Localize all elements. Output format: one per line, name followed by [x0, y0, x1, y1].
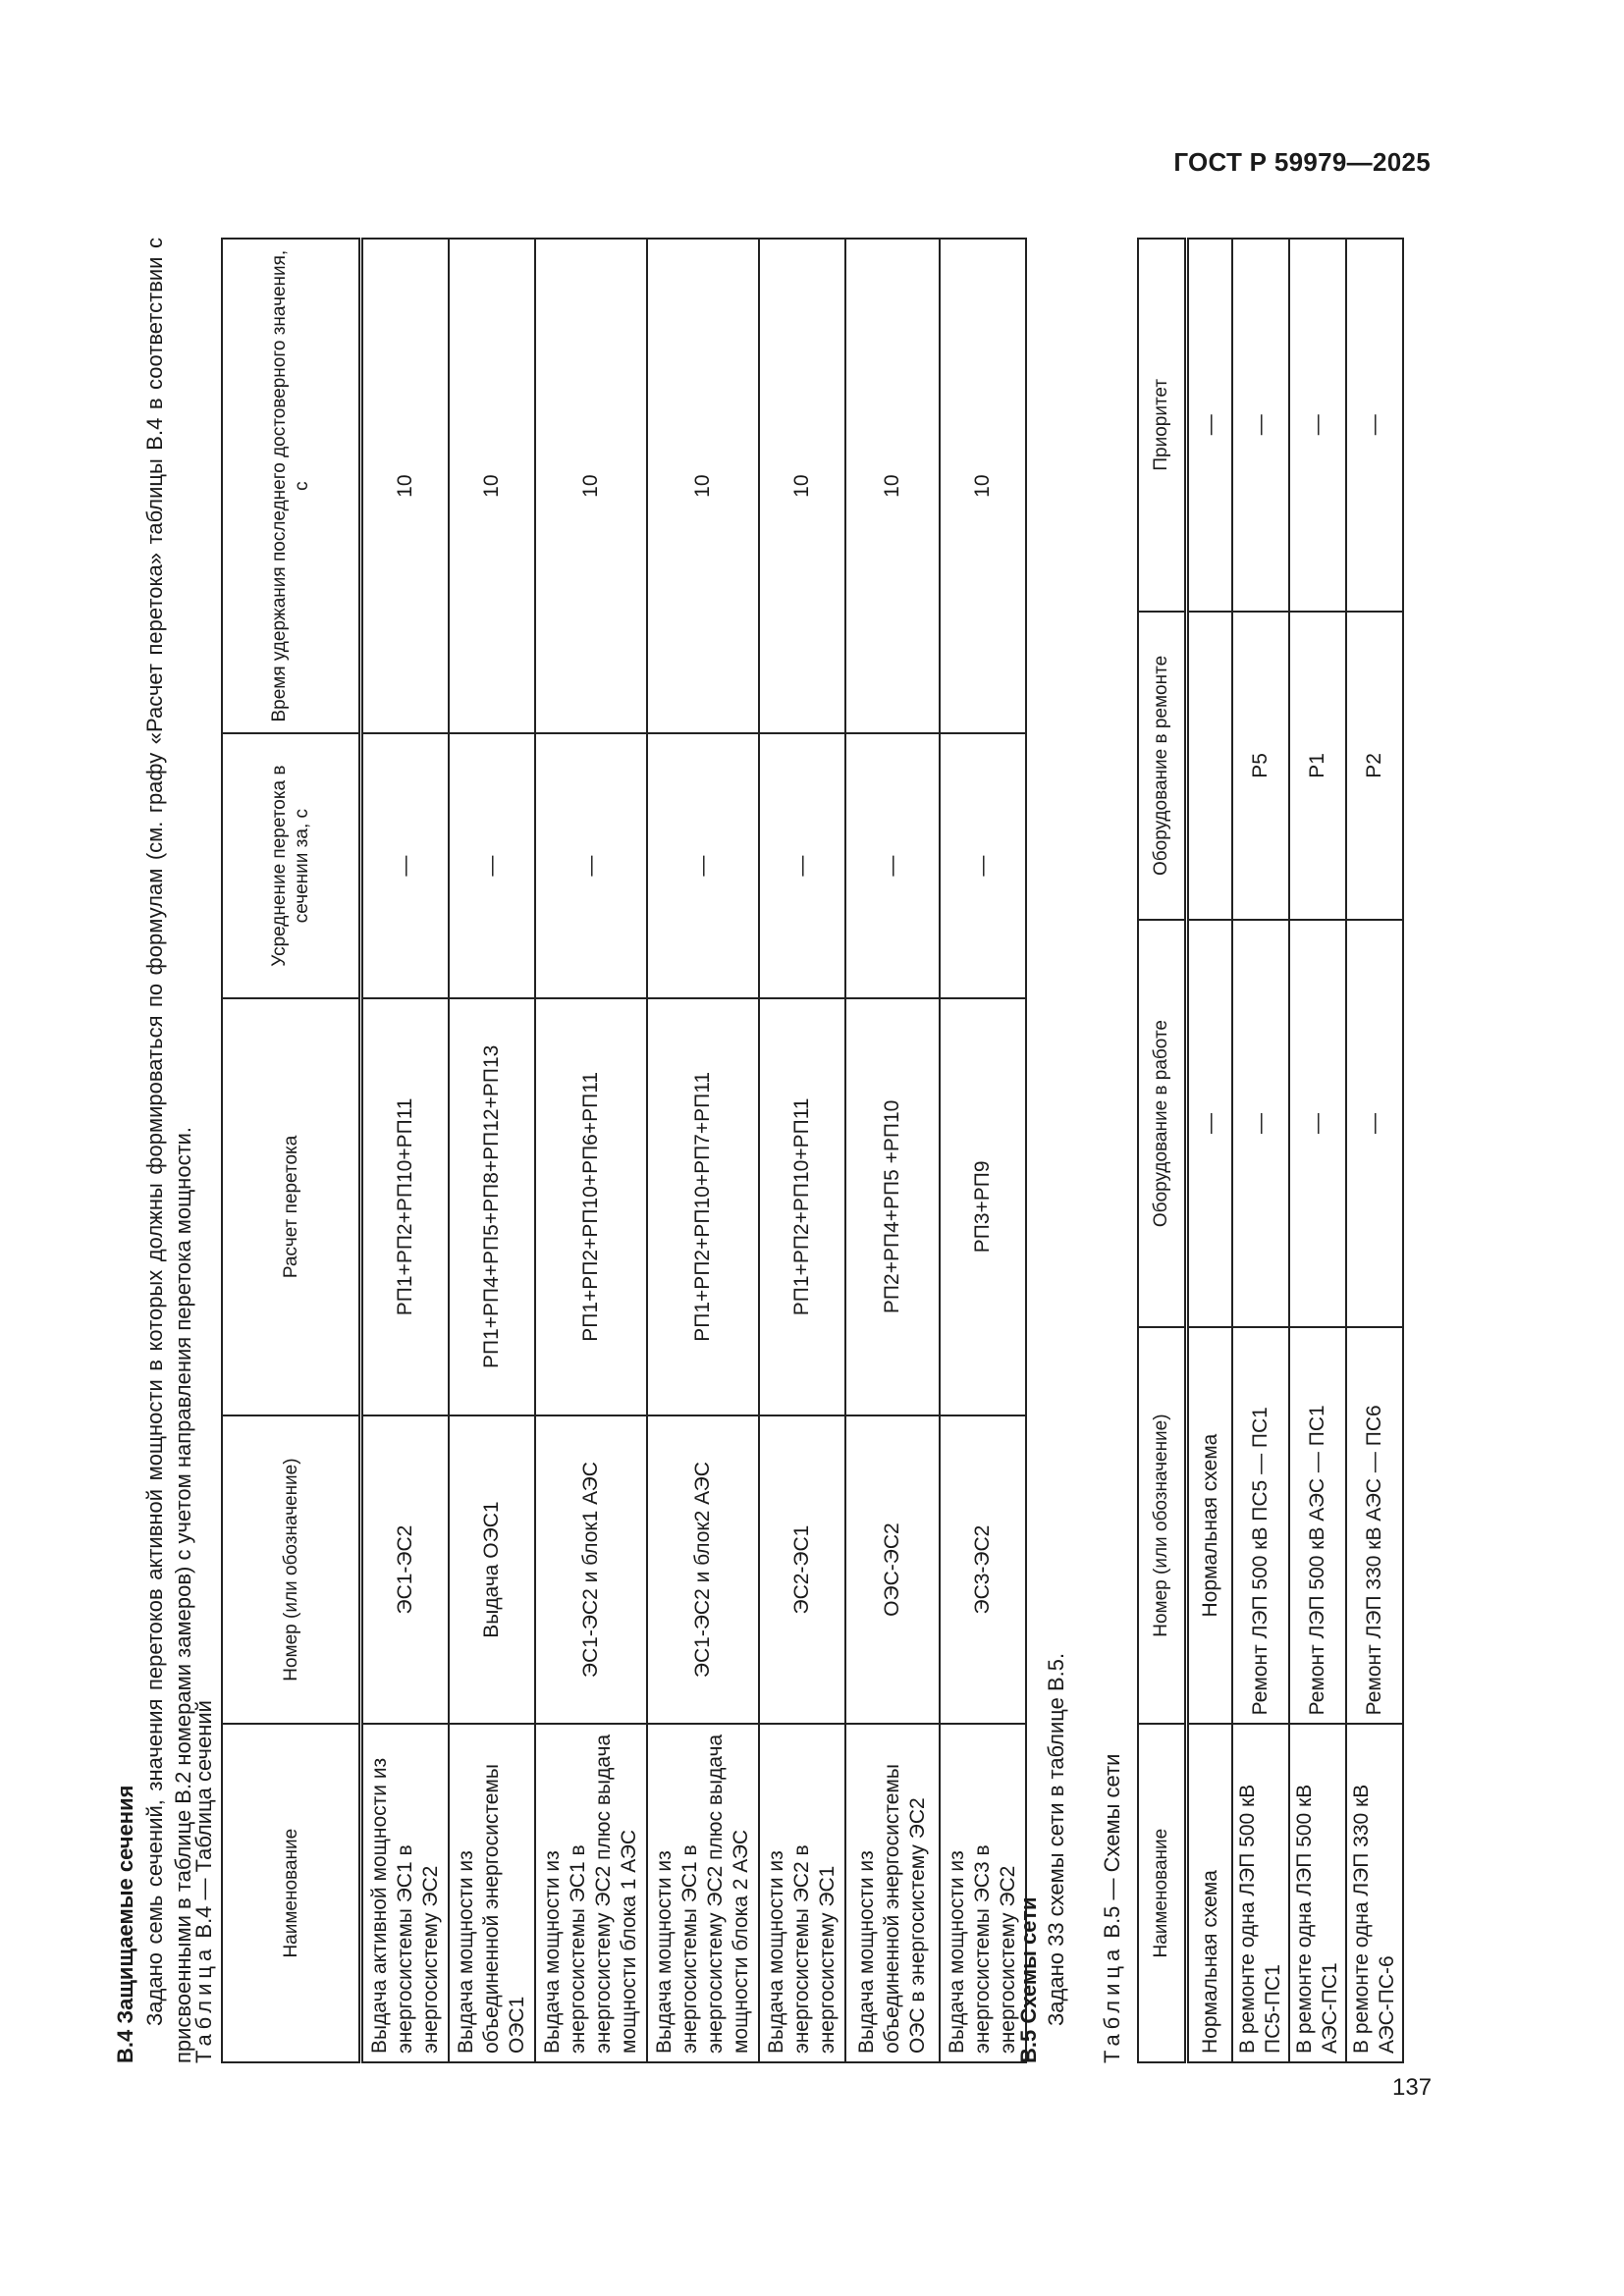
section-b5-title: В.5 Схемы сети	[1016, 1896, 1041, 2063]
page-number: 137	[1392, 2074, 1433, 2101]
table-b5-col-name: Наименование	[1138, 1724, 1187, 2062]
table-cell: —	[845, 733, 940, 998]
table-cell: —	[1346, 239, 1403, 612]
table-b5-caption-prefix: Таблица	[1100, 1944, 1124, 2063]
section-b5-paragraph: Задано 33 схемы сети в таблице В.5.	[1044, 1652, 1068, 2026]
table-cell: Выдача активной мощности из энергосистемы ЭС1 в энергосистему ЭС2	[361, 1724, 450, 2062]
table-cell: ЭС1-ЭС2 и блок1 АЭС	[535, 1415, 647, 1725]
table-cell: Выдача мощности из объединенной энергосистемы ОЭС в энергосистему ЭС2	[845, 1724, 940, 2062]
section-b4-title: В.4 Защищаемые сечения	[113, 1785, 137, 2063]
table-row	[1346, 239, 1403, 2062]
table-b4-header-row	[222, 239, 361, 2062]
table-cell: —	[1187, 239, 1233, 612]
table-cell: —	[1232, 920, 1289, 1327]
table-cell: 10	[361, 239, 450, 733]
table-cell: Выдача мощности из энергосистемы ЭС2 в энергосистему ЭС1	[759, 1724, 845, 2062]
table-cell: —	[1346, 920, 1403, 1327]
table-b5-col-number: Номер (или обозначение)	[1138, 1327, 1187, 1725]
table-cell: Выдача мощности из энергосистемы ЭС1 в энергосистему ЭС2 плюс выдача мощности блока 2 АЭС	[647, 1724, 759, 2062]
table-cell: Выдача мощности из энергосистемы ЭС3 в энергосистему ЭС2	[940, 1724, 1026, 2062]
section-b4-paragraph: Задано семь сечений, значения перетоков активной мощности в которых должны формироваться по формулам (см. графу «Расчет перетока» таблицы В.4 в соответствии с присвоенными в таблице В.2 номерами замеров) с учетом направления перетока мощности.	[142, 238, 195, 2063]
rotated-page-content	[113, 238, 1468, 2063]
table-cell: Выдача ОЭС1	[449, 1415, 535, 1725]
table-cell: —	[1289, 920, 1346, 1327]
table-cell: РП1+РП2+РП10+РП11	[361, 998, 450, 1415]
table-b4-col-hold-time: Время удержания последнего достоверного значения, с	[222, 239, 361, 733]
table-cell: Выдача мощности из энергосистемы ЭС1 в энергосистему ЭС2 плюс выдача мощности блока 1 АЭС	[535, 1724, 647, 2062]
table-cell: —	[940, 733, 1026, 998]
table-cell: 10	[449, 239, 535, 733]
table-cell: —	[535, 733, 647, 998]
table-cell: В ремонте одна ЛЭП 500 кВ ПС5-ПС1	[1232, 1724, 1289, 2062]
table-b4-caption	[191, 1700, 217, 2063]
table-cell: Выдача мощности из объединенной энергосистемы ОЭС1	[449, 1724, 535, 2062]
table-cell: Р1	[1289, 612, 1346, 921]
table-cell: —	[1232, 239, 1289, 612]
table-cell: ЭС1-ЭС2	[361, 1415, 450, 1725]
table-b4-caption-text: В.4 — Таблица сечений	[191, 1700, 216, 1939]
table-cell: Ремонт ЛЭП 500 кВ АЭС — ПС1	[1289, 1327, 1346, 1725]
table-cell: РП1+РП2+РП10+РП7+РП11	[647, 998, 759, 1415]
table-b5-col-in-service: Оборудование в работе	[1138, 920, 1187, 1327]
table-cell: В ремонте одна ЛЭП 330 кВ АЭС-ПС-6	[1346, 1724, 1403, 2062]
table-cell: —	[759, 733, 845, 998]
table-b5-header-row	[1138, 239, 1187, 2062]
table-cell: ЭС2-ЭС1	[759, 1415, 845, 1725]
table-row	[759, 239, 845, 2062]
table-b4-col-number: Номер (или обозначение)	[222, 1415, 361, 1725]
table-cell: ЭС3-ЭС2	[940, 1415, 1026, 1725]
table-row	[940, 239, 1026, 2062]
table-b5-col-priority: Приоритет	[1138, 239, 1187, 612]
table-row	[1289, 239, 1346, 2062]
table-cell: РП1+РП4+РП5+РП8+РП12+РП13	[449, 998, 535, 1415]
table-cell: —	[449, 733, 535, 998]
table-b4-col-name: Наименование	[222, 1724, 361, 2062]
table-b5-caption	[1100, 1754, 1125, 2063]
table-row	[535, 239, 647, 2062]
table-cell: —	[1187, 920, 1233, 1327]
table-cell: РП3+РП9	[940, 998, 1026, 1415]
table-cell: 10	[940, 239, 1026, 733]
table-cell: ОЭС-ЭС2	[845, 1415, 940, 1725]
table-cell: —	[647, 733, 759, 998]
table-b4	[221, 238, 1027, 2063]
table-cell: РП2+РП4+РП5 +РП10	[845, 998, 940, 1415]
table-cell: Ремонт ЛЭП 330 кВ АЭС — ПС6	[1346, 1327, 1403, 1725]
table-cell: —	[361, 733, 450, 998]
table-b5-col-in-repair: Оборудование в ремонте	[1138, 612, 1187, 921]
table-row	[1187, 239, 1233, 2062]
table-row	[361, 239, 450, 2062]
table-b5	[1137, 238, 1404, 2063]
table-b4-caption-prefix: Таблица	[191, 1944, 216, 2063]
table-b4-col-flow-calc: Расчет перетока	[222, 998, 361, 1415]
table-row	[1232, 239, 1289, 2062]
table-cell: Нормальная схема	[1187, 1327, 1233, 1725]
table-row	[647, 239, 759, 2062]
table-cell: Р2	[1346, 612, 1403, 921]
table-cell: Нормальная схема	[1187, 1724, 1233, 2062]
table-row	[845, 239, 940, 2062]
table-cell: 10	[845, 239, 940, 733]
table-cell: В ремонте одна ЛЭП 500 кВ АЭС-ПС1	[1289, 1724, 1346, 2062]
table-cell: РП1+РП2+РП10+РП6+РП11	[535, 998, 647, 1415]
table-cell: ЭС1-ЭС2 и блок2 АЭС	[647, 1415, 759, 1725]
table-cell: —	[1289, 239, 1346, 612]
table-cell: 10	[535, 239, 647, 733]
table-row	[449, 239, 535, 2062]
table-b4-col-averaging: Усреднение перетока в сечении за, с	[222, 733, 361, 998]
table-cell: РП1+РП2+РП10+РП11	[759, 998, 845, 1415]
table-cell: Ремонт ЛЭП 500 кВ ПС5 — ПС1	[1232, 1327, 1289, 1725]
table-cell: 10	[759, 239, 845, 733]
table-cell: Р5	[1232, 612, 1289, 921]
document-standard-header: ГОСТ Р 59979—2025	[1173, 147, 1431, 177]
table-cell: 10	[647, 239, 759, 733]
table-b5-caption-text: В.5 — Схемы сети	[1100, 1753, 1124, 1939]
table-cell	[1187, 612, 1233, 921]
